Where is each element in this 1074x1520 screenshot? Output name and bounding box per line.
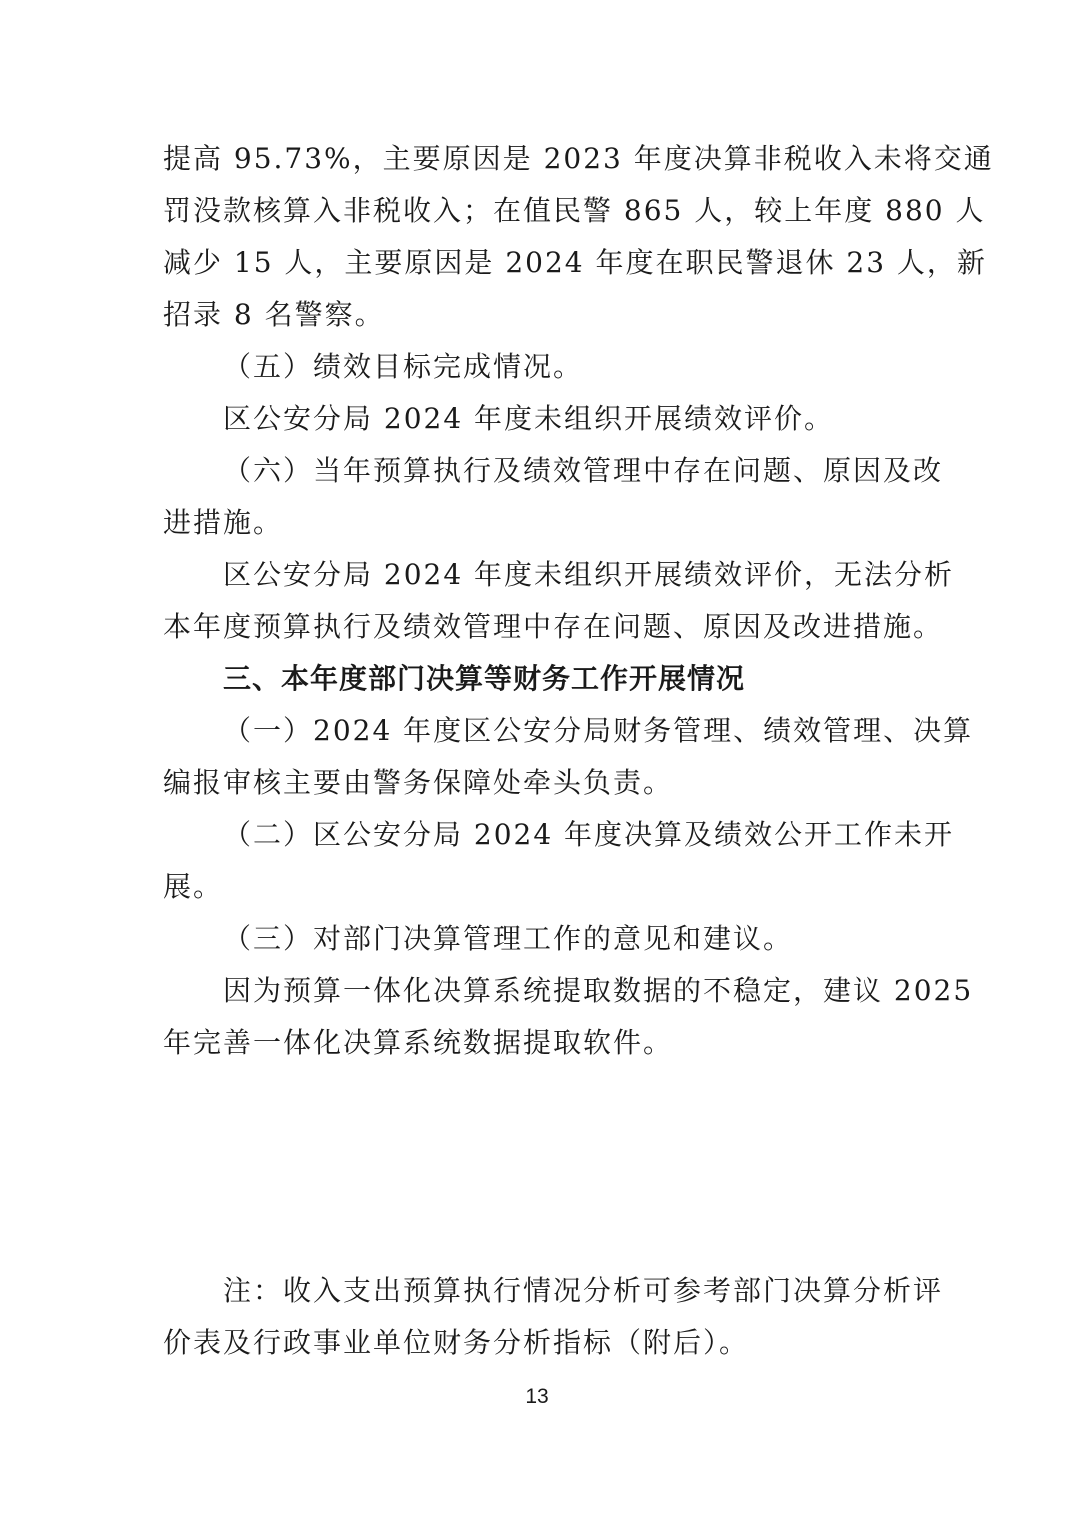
note: 注：收入支出预算执行情况分析可参考部门决算分析评: [223, 1274, 944, 1307]
paragraph-line: 罚没款核算入非税收入；在值民警 865 人，较上年度 880 人: [163, 194, 986, 227]
paragraph-line: 招录 8 名警察。: [163, 298, 385, 331]
section-6-text-cont: 本年度预算执行及绩效管理中存在问题、原因及改进措施。: [163, 610, 944, 643]
paragraph-line: 提高 95.73%，主要原因是 2023 年度决算非税收入未将交通: [163, 142, 994, 175]
item-3-text: 因为预算一体化决算系统提取数据的不稳定，建议 2025: [223, 974, 974, 1007]
item-3-title: （三）对部门决算管理工作的意见和建议。: [223, 922, 794, 955]
page-number: 13: [525, 1385, 549, 1408]
chapter-3-heading: 三、本年度部门决算等财务工作开展情况: [223, 662, 746, 695]
item-1: （一）2024 年度区公安分局财务管理、绩效管理、决算: [223, 714, 974, 747]
note-cont: 价表及行政事业单位财务分析指标（附后）。: [163, 1326, 750, 1359]
item-3-text-cont: 年完善一体化决算系统数据提取软件。: [163, 1026, 674, 1059]
section-6-title-cont: 进措施。: [163, 506, 284, 539]
item-2-cont: 展。: [163, 870, 224, 903]
section-5-text: 区公安分局 2024 年度未组织开展绩效评价。: [223, 402, 835, 435]
section-6-title: （六）当年预算执行及绩效管理中存在问题、原因及改: [223, 454, 944, 487]
document-body: [163, 133, 994, 1369]
item-2: （二）区公安分局 2024 年度决算及绩效公开工作未开: [223, 818, 955, 851]
section-5-title: （五）绩效目标完成情况。: [223, 350, 584, 383]
spacer: [163, 1069, 915, 1265]
paragraph-line: 减少 15 人，主要原因是 2024 年度在职民警退休 23 人，新: [163, 246, 987, 279]
item-1-cont: 编报审核主要由警务保障处牵头负责。: [163, 766, 674, 799]
section-6-text: 区公安分局 2024 年度未组织开展绩效评价，无法分析: [223, 558, 955, 591]
